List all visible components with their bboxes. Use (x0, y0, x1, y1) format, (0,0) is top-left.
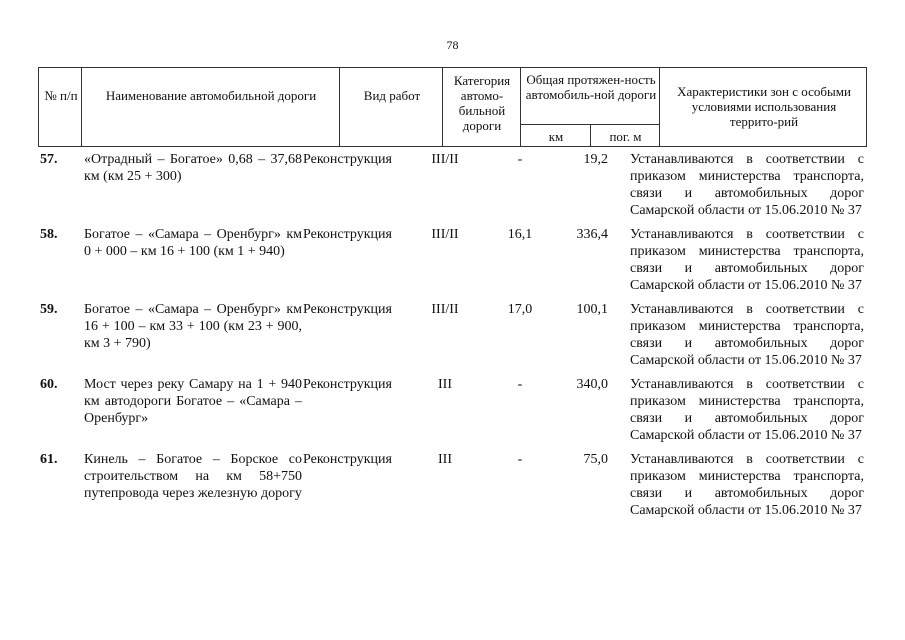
header-category: Категория автомо-бильной дороги (453, 73, 511, 133)
header-characteristics: Характеристики зон с особыми условиями использования террито-рий (677, 84, 851, 129)
row-category: III/II (431, 152, 459, 167)
row-pog-m: 100,1 (576, 302, 608, 317)
row-category: III/II (431, 302, 459, 317)
row-km: - (517, 452, 523, 467)
row-work-type: Реконструкция (303, 452, 392, 467)
row-km: - (517, 152, 523, 167)
row-pog-m: 340,0 (576, 377, 608, 392)
row-road-name: «Отрадный – Богатое» 0,68 – 37,68 км (км 25 + 300) (84, 152, 302, 184)
table-row (0, 226, 905, 296)
row-pog-m: 336,4 (576, 227, 608, 242)
header-name: Наименование автомобильной дороги (105, 88, 317, 103)
row-km: 17,0 (507, 302, 533, 317)
header-col-work (340, 68, 443, 146)
row-number: 60. (40, 377, 58, 392)
row-number: 58. (40, 227, 58, 242)
header-pog: пог. м (609, 129, 642, 144)
row-pog-m: 19,2 (583, 152, 608, 167)
table-row (0, 376, 905, 446)
row-characteristics: Устанавливаются в соответствии с приказом министерства транспорта, связи и автомобильных дорог Самарской области от 15.06.2010 № 37 (630, 227, 864, 293)
row-road-name: Мост через реку Самару на 1 + 940 км автодороги Богатое – «Самара – Оренбург» (84, 377, 302, 426)
table-row (0, 451, 905, 541)
row-category: III (438, 377, 452, 392)
row-category: III/II (431, 227, 459, 242)
row-number: 61. (40, 452, 58, 467)
table-row (0, 301, 905, 371)
row-km: - (517, 377, 523, 392)
header-divider (521, 124, 660, 125)
table-row (0, 151, 905, 221)
row-characteristics: Устанавливаются в соответствии с приказом министерства транспорта, связи и автомобильных дорог Самарской области от 15.06.2010 № 37 (630, 377, 864, 443)
page-number: 78 (446, 38, 459, 52)
header-km: км (548, 129, 564, 144)
row-number: 59. (40, 302, 58, 317)
row-km: 16,1 (507, 227, 533, 242)
row-road-name: Богатое – «Самара – Оренбург» км 16 + 100 – км 33 + 100 (км 23 + 900, км 3 + 790) (84, 302, 302, 351)
row-category: III (438, 452, 452, 467)
row-characteristics: Устанавливаются в соответствии с приказом министерства транспорта, связи и автомобильных дорог Самарской области от 15.06.2010 № 37 (630, 152, 864, 218)
row-road-name: Богатое – «Самара – Оренбург» км 0 + 000 – км 16 + 100 (км 1 + 940) (84, 227, 302, 259)
header-work: Вид работ (363, 88, 421, 103)
row-road-name: Кинель – Богатое – Борское со строительством на км 58+750 путепровода через железную дорогу (84, 452, 302, 501)
row-work-type: Реконструкция (303, 377, 392, 392)
header-col-num (39, 68, 82, 146)
header-col-name (82, 68, 340, 146)
row-characteristics: Устанавливаются в соответствии с приказом министерства транспорта, связи и автомобильных дорог Самарской области от 15.06.2010 № 37 (630, 452, 864, 518)
row-work-type: Реконструкция (303, 302, 392, 317)
row-pog-m: 75,0 (583, 452, 608, 467)
row-number: 57. (40, 152, 58, 167)
table-header (38, 67, 867, 147)
header-num: № п/п (44, 88, 78, 103)
row-work-type: Реконструкция (303, 227, 392, 242)
row-characteristics: Устанавливаются в соответствии с приказом министерства транспорта, связи и автомобильных дорог Самарской области от 15.06.2010 № 37 (630, 302, 864, 368)
row-work-type: Реконструкция (303, 152, 392, 167)
header-length: Общая протяжен-ность автомобиль-ной дороги (525, 72, 657, 102)
